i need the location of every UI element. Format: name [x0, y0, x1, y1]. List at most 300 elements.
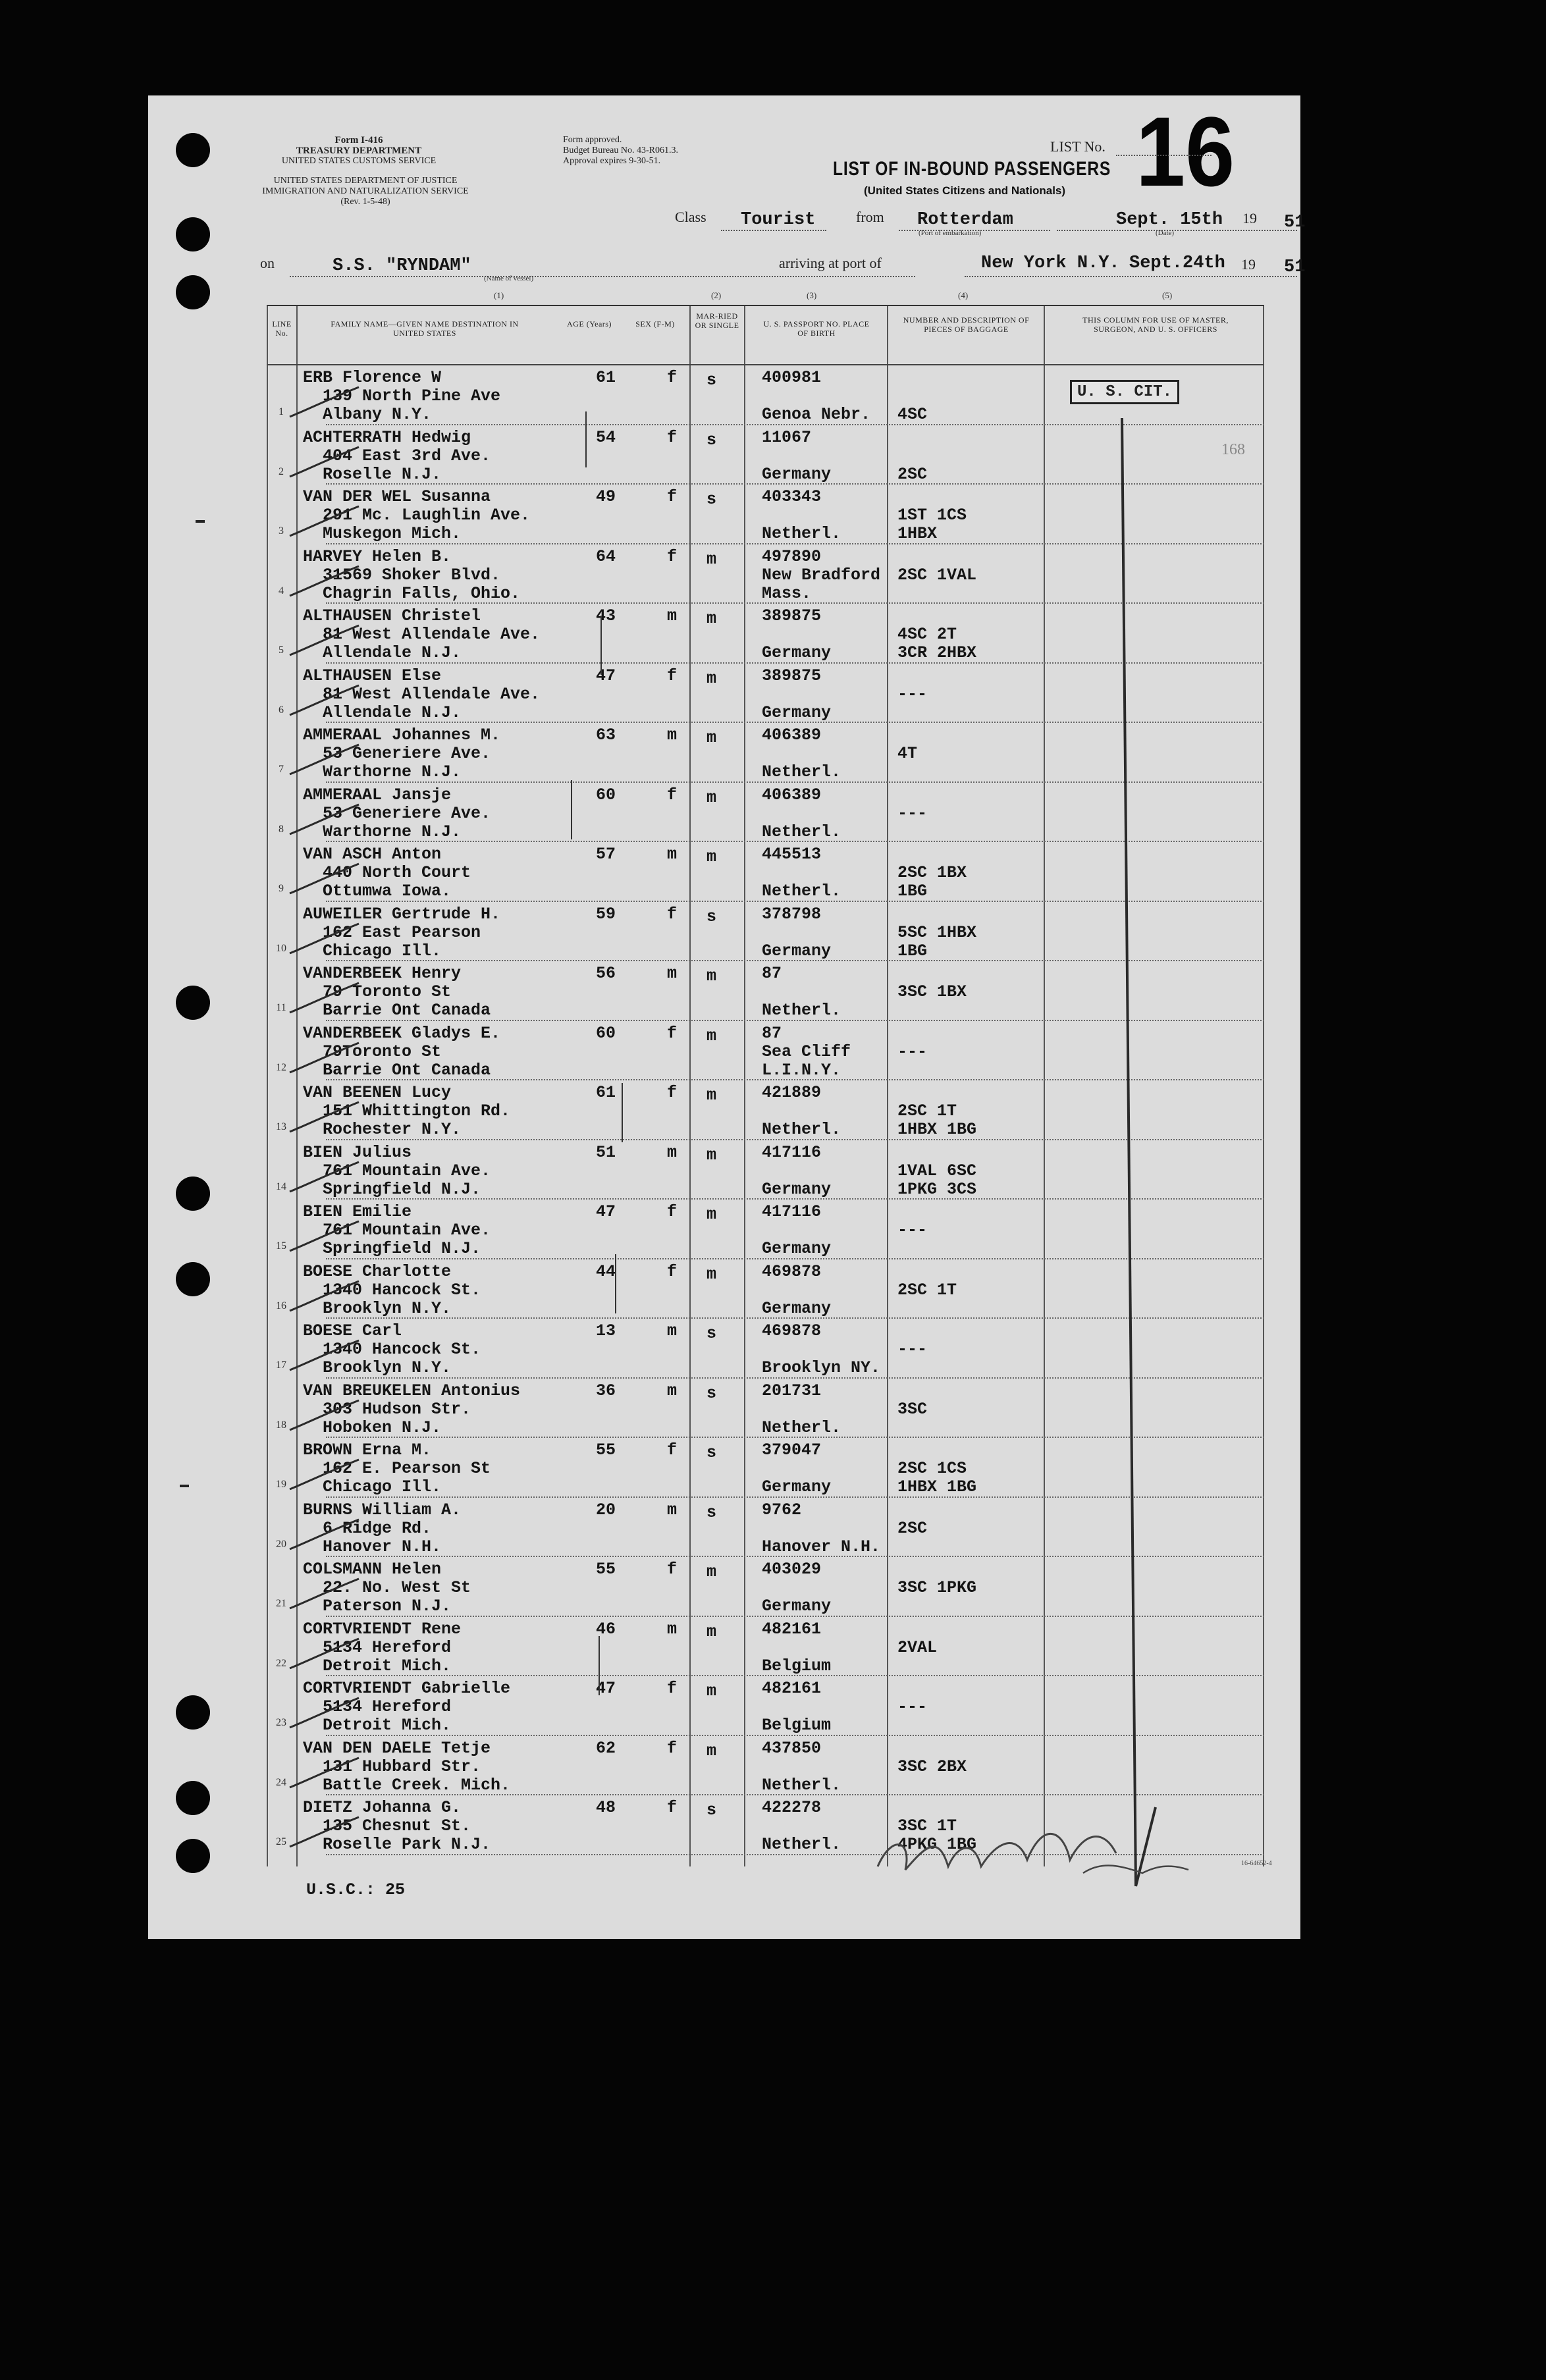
baggage-line1: 2SC 1BX [897, 863, 967, 882]
line-number: 20 [276, 1538, 286, 1550]
passenger-age: 51 [596, 1142, 616, 1162]
col-number-2: (2) [711, 290, 722, 300]
passenger-marital-status: m [706, 549, 717, 569]
passport-number: 437850 [762, 1738, 822, 1758]
passenger-address-street: 761 Mountain Ave. [323, 1221, 491, 1240]
passenger-address-city: Ottumwa Iowa. [323, 882, 452, 901]
passport-number: 421889 [762, 1083, 822, 1102]
passenger-age: 46 [596, 1619, 616, 1639]
passenger-address-city: Hoboken N.J. [323, 1417, 442, 1437]
passenger-address-street: 151 Whittington Rd. [323, 1101, 511, 1121]
passenger-name: BOESE Charlotte [303, 1261, 452, 1281]
passenger-address-street: 1340 Hancock St. [323, 1280, 481, 1300]
place-of-birth: Genoa Nebr. [762, 405, 871, 424]
baggage-line1: 3SC 2BX [897, 1757, 967, 1776]
baggage-line2: 2SC [897, 464, 928, 484]
baggage-line1: 2SC 1T [897, 1280, 957, 1300]
baggage-line1: 3SC [897, 1399, 928, 1419]
passenger-sex: f [667, 1261, 678, 1281]
line-number: 10 [276, 942, 286, 954]
baggage-line1: --- [897, 1340, 928, 1359]
line-number: 16 [276, 1300, 286, 1311]
arrival-port: New York N.Y. [981, 253, 1120, 273]
line-number: 13 [276, 1121, 286, 1132]
place-of-birth: Netherl. [762, 524, 841, 543]
baggage-line2: 4PKG 1BG [897, 1835, 977, 1854]
arrival-date: Sept.24th [1129, 253, 1225, 273]
passenger-marital-status: m [706, 1562, 717, 1581]
passenger-marital-status: m [706, 1741, 717, 1760]
line-number: 22 [276, 1657, 286, 1669]
passenger-sex: m [667, 1500, 678, 1520]
line-number: 1 [279, 406, 284, 417]
passenger-name: ALTHAUSEN Christel [303, 606, 481, 625]
passenger-name: CORTVRIENDT Gabrielle [303, 1679, 511, 1698]
place-of-birth: Belgium [762, 1716, 832, 1735]
col-header-passport: U. S. PASSPORT NO. PLACE OF BIRTH [763, 319, 870, 338]
line-number: 11 [276, 1002, 286, 1013]
col-number-3: (3) [807, 290, 817, 300]
passenger-address-city: Allendale N.J. [323, 643, 462, 662]
passenger-marital-status: s [706, 1502, 717, 1522]
passenger-age: 61 [596, 1083, 616, 1102]
line-number: 4 [279, 585, 284, 596]
baggage-line2: 1HBX 1BG [897, 1120, 977, 1139]
passenger-address-street: 81 West Allendale Ave. [323, 684, 541, 704]
passenger-age: 64 [596, 546, 616, 566]
passenger-sex: f [667, 1738, 678, 1758]
baggage-line1: --- [897, 1221, 928, 1240]
passenger-sex: f [667, 785, 678, 805]
revision-label: (Rev. 1-5-48) [340, 197, 390, 207]
passport-number: 469878 [762, 1261, 822, 1281]
baggage-line1: --- [897, 1697, 928, 1716]
inspector-signature [878, 1834, 1116, 1870]
passenger-marital-status: s [706, 1443, 717, 1462]
passenger-address-street: 139 North Pine Ave [323, 386, 501, 406]
passenger-marital-status: m [706, 728, 717, 747]
passport-number: 378798 [762, 904, 822, 924]
passenger-name: VANDERBEEK Henry [303, 964, 462, 983]
place-of-birth: Germany [762, 702, 832, 722]
form-number-label: Form I-416 [334, 135, 383, 145]
passenger-name: BIEN Julius [303, 1142, 412, 1162]
page-number: 168 [1221, 441, 1245, 458]
baggage-line1: 5SC 1HBX [897, 922, 977, 942]
passenger-address-city: Hanover N.H. [323, 1537, 442, 1556]
passenger-sex: f [667, 666, 678, 685]
passenger-address-street: 162 East Pearson [323, 922, 481, 942]
col-header-name: FAMILY NAME—GIVEN NAME DESTINATION IN UNITED STATES [331, 319, 519, 338]
passenger-marital-status: s [706, 1383, 717, 1403]
passenger-age: 56 [596, 964, 616, 983]
col-header-officers: THIS COLUMN FOR USE OF MASTER, SURGEON, AND U. S. OFFICERS [1082, 315, 1229, 334]
passenger-marital-status: m [706, 966, 717, 986]
passenger-age: 44 [596, 1261, 616, 1281]
passenger-address-street: 31569 Shoker Blvd. [323, 565, 501, 585]
passenger-sex: m [667, 1321, 678, 1340]
passport-number: 417116 [762, 1142, 822, 1162]
date-caption: (Date) [1156, 229, 1175, 237]
place-of-birth: Netherl. [762, 1417, 841, 1437]
place-of-birth: Netherl. [762, 1835, 841, 1854]
passenger-address-city: Brooklyn N.Y. [323, 1358, 452, 1377]
line-number: 3 [279, 525, 284, 537]
baggage-line1: --- [897, 803, 928, 823]
passenger-address-city: Allendale N.J. [323, 702, 462, 722]
passenger-address-street: 291 Mc. Laughlin Ave. [323, 506, 531, 525]
line-number: 12 [276, 1061, 286, 1073]
passenger-address-street: 162 E. Pearson St [323, 1459, 491, 1478]
baggage-line2: 1HBX [897, 524, 938, 543]
passenger-age: 57 [596, 845, 616, 864]
passenger-sex: f [667, 1202, 678, 1221]
passenger-address-street: 135 Chesnut St. [323, 1816, 471, 1836]
passenger-sex: f [667, 427, 678, 447]
line-number: 18 [276, 1419, 286, 1431]
budget-bureau-label: Budget Bureau No. 43-R061.3. [563, 145, 678, 155]
passenger-name: BOESE Carl [303, 1321, 402, 1340]
passenger-age: 55 [596, 1441, 616, 1460]
passenger-address-street: 79 Toronto St [323, 982, 452, 1001]
passenger-name: AMMERAAL Johannes M. [303, 726, 501, 745]
passenger-address-street: 53 Generiere Ave. [323, 803, 491, 823]
place-of-birth: Germany [762, 1239, 832, 1258]
passenger-manifest-page [148, 95, 1306, 1939]
passenger-marital-status: s [706, 430, 717, 450]
passenger-name: BURNS William A. [303, 1500, 462, 1520]
place-of-birth: Brooklyn NY. [762, 1358, 881, 1377]
passenger-name: BIEN Emilie [303, 1202, 412, 1221]
col-header-married: MAR-RIED OR SINGLE [695, 311, 739, 330]
baggage-line1: 2VAL [897, 1637, 938, 1657]
form-print-number: 16-64652-4 [1241, 1860, 1272, 1867]
vessel-caption: (Name of vessel) [484, 275, 534, 282]
place-of-birth: Netherl. [762, 1001, 841, 1020]
line-number: 5 [279, 645, 284, 656]
baggage-line1: 3SC 1T [897, 1816, 957, 1836]
passenger-age: 47 [596, 666, 616, 685]
passenger-address-city: Warthorne N.J. [323, 762, 462, 781]
place-of-birth: Germany [762, 1298, 832, 1318]
passport-number: 497890 [762, 546, 822, 566]
passenger-name: AMMERAAL Jansje [303, 785, 452, 805]
passenger-address-street: 81 West Allendale Ave. [323, 625, 541, 644]
depart-date: Sept. 15th [1116, 210, 1223, 230]
passenger-sex: m [667, 964, 678, 983]
arrival-year-prefix: 19 [1241, 256, 1256, 273]
line-number: 17 [276, 1360, 286, 1371]
passenger-marital-status: m [706, 1086, 717, 1105]
passenger-sex: f [667, 1441, 678, 1460]
baggage-line1: --- [897, 1042, 928, 1061]
passenger-marital-status: m [706, 1026, 717, 1045]
vessel-name: S.S. "RYNDAM" [333, 256, 471, 276]
line-number: 23 [276, 1717, 286, 1728]
passenger-address-city: Springfield N.J. [323, 1179, 481, 1199]
bracket-mark [572, 411, 622, 1695]
place-of-birth: Netherl. [762, 882, 841, 901]
baggage-line2: 1BG [897, 882, 928, 901]
passport-number: 400981 [762, 368, 822, 387]
passenger-marital-status: m [706, 1264, 717, 1284]
treasury-label: TREASURY DEPARTMENT [296, 145, 422, 156]
place-of-birth-line1: Sea Cliff [762, 1042, 851, 1061]
place-of-birth: Germany [762, 1179, 832, 1199]
handwritten-marks [148, 95, 1300, 1939]
col-header-line: LINE No. [272, 319, 292, 338]
passenger-age: 60 [596, 785, 616, 805]
baggage-line2: 1PKG 3CS [897, 1179, 977, 1199]
from-value: Rotterdam [917, 210, 1013, 230]
line-number: 6 [279, 704, 284, 716]
passenger-marital-status: m [706, 847, 717, 866]
baggage-line1: 4T [897, 744, 918, 763]
passport-number: 422278 [762, 1798, 822, 1817]
passenger-address-street: 6 Ridge Rd. [323, 1518, 432, 1538]
passenger-address-city: Roselle Park N.J. [323, 1835, 491, 1854]
passport-number: 389875 [762, 606, 822, 625]
passenger-marital-status: m [706, 1205, 717, 1224]
baggage-line2: 1BG [897, 941, 928, 961]
baggage-line1: 3SC 1BX [897, 982, 967, 1001]
passport-number: 482161 [762, 1619, 822, 1639]
passenger-address-city: Paterson N.J. [323, 1597, 452, 1616]
passenger-sex: f [667, 1023, 678, 1043]
passenger-name: ALTHAUSEN Else [303, 666, 442, 685]
passenger-age: 60 [596, 1023, 616, 1043]
passport-number: 389875 [762, 666, 822, 685]
passenger-address-street: 303 Hudson Str. [323, 1399, 471, 1419]
passenger-name: VAN BEENEN Lucy [303, 1083, 452, 1102]
passenger-sex: m [667, 726, 678, 745]
passenger-age: 63 [596, 726, 616, 745]
baggage-line1: --- [897, 684, 928, 704]
passenger-age: 62 [596, 1738, 616, 1758]
passenger-address-city: Detroit Mich. [323, 1716, 452, 1735]
line-number: 7 [279, 764, 284, 775]
place-of-birth: Germany [762, 464, 832, 484]
line-number: 8 [279, 823, 284, 835]
passenger-name: HARVEY Helen B. [303, 546, 452, 566]
baggage-line1: 2SC 1T [897, 1101, 957, 1121]
passenger-address-city: Chicago Ill. [323, 1477, 442, 1496]
passenger-sex: m [667, 1142, 678, 1162]
passenger-age: 54 [596, 427, 616, 447]
passenger-address-street: 761 Mountain Ave. [323, 1161, 491, 1180]
passport-number: 406389 [762, 785, 822, 805]
passport-number: 482161 [762, 1679, 822, 1698]
passenger-sex: m [667, 606, 678, 625]
place-of-birth: Netherl. [762, 1775, 841, 1795]
baggage-line1: 1ST 1CS [897, 506, 967, 525]
place-of-birth: Germany [762, 1597, 832, 1616]
port-embarkation-caption: (Port of embarkation) [919, 229, 982, 237]
approval-expires-label: Approval expires 9-30-51. [563, 156, 661, 166]
place-of-birth: Mass. [762, 583, 812, 603]
passenger-address-street: 22. No. West St [323, 1578, 471, 1597]
passenger-sex: f [667, 1798, 678, 1817]
depart-year-prefix: 19 [1242, 210, 1257, 226]
passenger-marital-status: m [706, 1681, 717, 1701]
passport-number: 379047 [762, 1441, 822, 1460]
place-of-birth: Netherl. [762, 762, 841, 781]
passenger-name: DIETZ Johanna G. [303, 1798, 462, 1817]
passport-number: 11067 [762, 427, 812, 447]
passport-number: 445513 [762, 845, 822, 864]
passenger-age: 59 [596, 904, 616, 924]
form-approved-label: Form approved. [563, 135, 622, 145]
passenger-age: 47 [596, 1202, 616, 1221]
passport-number: 87 [762, 964, 782, 983]
passenger-age: 13 [596, 1321, 616, 1340]
baggage-line1: 4SC 2T [897, 625, 957, 644]
passenger-address-city: Warthorne N.J. [323, 822, 462, 841]
passenger-age: 43 [596, 606, 616, 625]
passenger-age: 49 [596, 487, 616, 506]
passenger-address-street: 5134 Hereford [323, 1637, 452, 1657]
passport-number: 469878 [762, 1321, 822, 1340]
passenger-address-city: Muskegon Mich. [323, 524, 462, 543]
passenger-age: 48 [596, 1798, 616, 1817]
passenger-address-city: Chicago Ill. [323, 941, 442, 961]
page-title: LIST OF IN-BOUND PASSENGERS [833, 158, 1111, 180]
passenger-sex: f [667, 546, 678, 566]
passenger-marital-status: s [706, 1324, 717, 1343]
page-subtitle: (United States Citizens and Nationals) [864, 184, 1066, 197]
passenger-address-city: Battle Creek. Mich. [323, 1775, 511, 1795]
passenger-address-street: 131 Hubbard Str. [323, 1757, 481, 1776]
passenger-marital-status: m [706, 787, 717, 807]
baggage-line1: 2SC [897, 1518, 928, 1538]
passenger-sex: m [667, 1381, 678, 1400]
line-number: 19 [276, 1479, 286, 1490]
baggage-line1: 2SC 1VAL [897, 565, 977, 585]
line-number: 14 [276, 1180, 286, 1192]
passenger-marital-status: m [706, 609, 717, 628]
depart-year: 51 [1284, 213, 1306, 232]
line-number: 25 [276, 1836, 286, 1847]
passenger-address-city: Springfield N.J. [323, 1239, 481, 1258]
passenger-name: VAN DEN DAELE Tetje [303, 1738, 491, 1758]
place-of-birth-line1: New Bradford [762, 565, 881, 585]
passport-number: 403029 [762, 1560, 822, 1579]
passenger-address-street: 404 East 3rd Ave. [323, 446, 491, 465]
col-number-4: (4) [958, 290, 969, 300]
line-number: 9 [279, 883, 284, 894]
passenger-name: AUWEILER Gertrude H. [303, 904, 501, 924]
col-header-baggage: NUMBER AND DESCRIPTION OF PIECES OF BAGGAGE [903, 315, 1030, 334]
passenger-marital-status: s [706, 907, 717, 926]
passenger-marital-status: s [706, 371, 717, 390]
passenger-sex: f [667, 1679, 678, 1698]
place-of-birth: Netherl. [762, 1120, 841, 1139]
passenger-marital-status: s [706, 1801, 717, 1820]
passenger-name: VAN ASCH Anton [303, 845, 442, 864]
passport-number: 87 [762, 1023, 782, 1043]
passenger-address-city: Barrie Ont Canada [323, 1001, 491, 1020]
class-label: Class [675, 209, 706, 225]
check-mark-line [1122, 418, 1136, 1886]
passenger-address-street: 53 Generiere Ave. [323, 744, 491, 763]
passenger-marital-status: m [706, 668, 717, 688]
passenger-marital-status: s [706, 490, 717, 509]
justice-label: UNITED STATES DEPARTMENT OF JUSTICE [273, 176, 458, 186]
passenger-name: COLSMANN Helen [303, 1560, 442, 1579]
passenger-address-city: Detroit Mich. [323, 1656, 452, 1676]
col-header-sex: SEX (F-M) [635, 319, 675, 329]
passenger-name: ACHTERRATH Hedwig [303, 427, 471, 447]
passport-number: 9762 [762, 1500, 802, 1520]
ins-label: IMMIGRATION AND NATURALIZATION SERVICE [262, 186, 469, 196]
list-no-label: LIST No. [1050, 138, 1106, 155]
passenger-sex: f [667, 1083, 678, 1102]
passenger-age: 20 [596, 1500, 616, 1520]
line-number: 15 [276, 1240, 286, 1252]
passenger-age: 55 [596, 1560, 616, 1579]
col-header-age: AGE (Years) [567, 319, 612, 329]
line-number: 24 [276, 1776, 286, 1788]
passenger-sex: f [667, 904, 678, 924]
passenger-address-city: Rochester N.Y. [323, 1120, 462, 1139]
passenger-name: CORTVRIENDT Rene [303, 1619, 462, 1639]
line-number: 21 [276, 1598, 286, 1609]
arriving-label: arriving at port of [779, 255, 882, 271]
passport-number: 417116 [762, 1202, 822, 1221]
on-label: on [260, 255, 275, 271]
customs-label: UNITED STATES CUSTOMS SERVICE [281, 156, 437, 166]
passenger-age: 61 [596, 368, 616, 387]
passenger-name: VAN BREUKELEN Antonius [303, 1381, 521, 1400]
passenger-sex: f [667, 368, 678, 387]
passenger-address-street: 1340 Hancock St. [323, 1340, 481, 1359]
passenger-address-city: Barrie Ont Canada [323, 1060, 491, 1080]
passenger-address-city: Chagrin Falls, Ohio. [323, 583, 521, 603]
passenger-name: BROWN Erna M. [303, 1441, 432, 1460]
list-number: 16 [1136, 96, 1235, 207]
passenger-marital-status: m [706, 1622, 717, 1641]
baggage-line1: 2SC 1CS [897, 1459, 967, 1478]
passenger-sex: m [667, 1619, 678, 1639]
passenger-address-city: Brooklyn N.Y. [323, 1298, 452, 1318]
passenger-address-street: 5134 Hereford [323, 1697, 452, 1716]
total-count: U.S.C.: 25 [306, 1880, 406, 1899]
place-of-birth: Germany [762, 643, 832, 662]
place-of-birth: L.I.N.Y. [762, 1060, 841, 1080]
passenger-name: ERB Florence W [303, 368, 442, 387]
baggage-line1: 1VAL 6SC [897, 1161, 977, 1180]
place-of-birth: Germany [762, 941, 832, 961]
class-value: Tourist [741, 210, 816, 230]
passenger-sex: f [667, 487, 678, 506]
baggage-line2: 1HBX 1BG [897, 1477, 977, 1496]
passenger-age: 36 [596, 1381, 616, 1400]
from-label: from [856, 209, 884, 225]
passenger-sex: f [667, 1560, 678, 1579]
passenger-address-street: 79Toronto St [323, 1042, 442, 1061]
arrival-year: 51 [1284, 257, 1306, 277]
passport-number: 403343 [762, 487, 822, 506]
line-number: 2 [279, 465, 284, 477]
passenger-address-city: Albany N.Y. [323, 405, 432, 424]
passenger-name: VAN DER WEL Susanna [303, 487, 491, 506]
passenger-address-city: Roselle N.J. [323, 464, 442, 484]
passport-number: 406389 [762, 726, 822, 745]
col-number-1: (1) [494, 290, 504, 300]
passenger-sex: m [667, 845, 678, 864]
place-of-birth: Hanover N.H. [762, 1537, 881, 1556]
col-number-5: (5) [1162, 290, 1173, 300]
